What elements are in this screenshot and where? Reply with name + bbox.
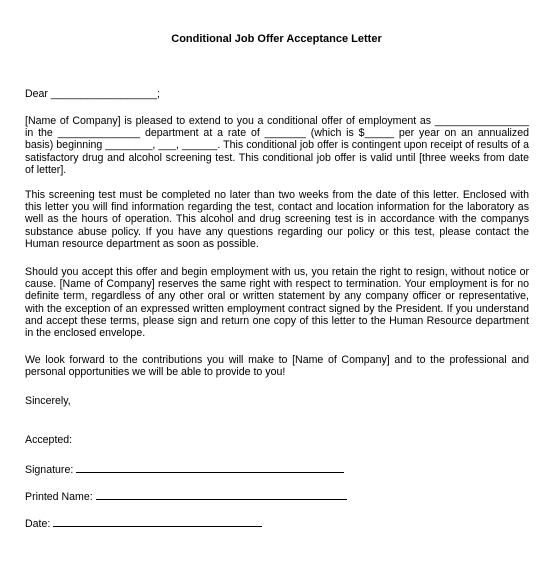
printed-name-label: Printed Name: (25, 491, 93, 503)
printed-name-row (25, 489, 347, 504)
signature-line[interactable] (76, 462, 344, 473)
paragraph-closing-remarks: We look forward to the contributions you will make to [Name of Company] and to the professional and personal opportunities we will be able to provide to you! (25, 354, 529, 379)
date-row (25, 516, 262, 531)
paragraph-screening-test: This screening test must be completed no later than two weeks from the date of this letter. Enclosed with this letter you will find information regarding the test, contact and location information for the laboratory as well as the hours of operation. This alcohol and drug screening test is in accordance with the companys substance abuse policy. If you have any questions regarding our policy or this test, please contact the Human resource department as soon as possible. (25, 189, 529, 250)
date-label: Date: (25, 518, 51, 530)
signature-label: Signature: (25, 464, 74, 476)
letter-closing: Sincerely, (25, 395, 71, 407)
letter-title: Conditional Job Offer Acceptance Letter (171, 33, 382, 45)
date-line[interactable] (53, 516, 262, 527)
printed-name-line[interactable] (96, 489, 347, 500)
paragraph-offer: [Name of Company] is pleased to extend to you a conditional offer of employment as ________________ in the ______________ department at a rate of _______ (which is $_____ per year on an annualized basis) beginning ________, ___, ______. This conditional job offer is contingent upon receipt of results of a satisfactory drug and alcohol screening test. This conditional job offer is valid until [three weeks from date of letter]. (25, 115, 529, 176)
paragraph-employment-terms: Should you accept this offer and begin employment with us, you retain the right to resign, without notice or cause. [Name of Company] reserves the same right with respect to termination. Your employment is for no definite term, regardless of any other oral or written statement by any company officer or representative, with the exception of an expressed written employment contract signed by the President. If you understand and accept these terms, please sign and return one copy of this letter to the Human Resource department in the enclosed envelope. (25, 266, 529, 340)
signature-row (25, 462, 344, 477)
accepted-label: Accepted: (25, 434, 73, 446)
letter-greeting: Dear __________________; (25, 88, 160, 100)
